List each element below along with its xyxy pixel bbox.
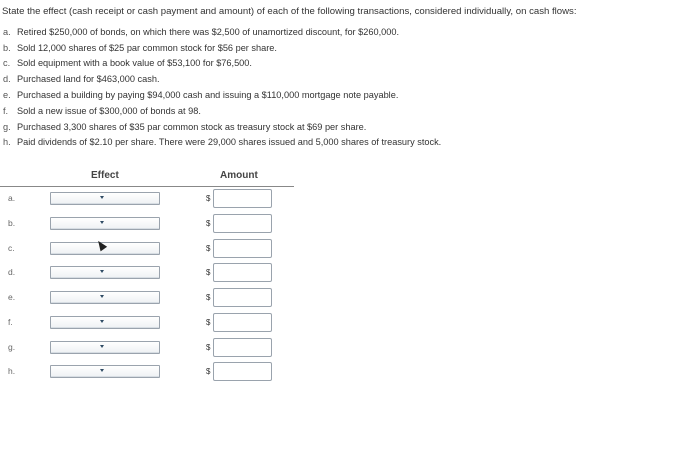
transaction-item-d <box>0 71 441 87</box>
row-letter: e. <box>8 292 16 302</box>
transaction-item-e <box>0 87 441 103</box>
transaction-text: Purchased 3,300 shares of $35 par common stock as treasury stock at $69 per share. <box>17 121 367 132</box>
answer-table-header <box>0 168 294 187</box>
effect-dropdown[interactable] <box>50 192 160 205</box>
amount-input[interactable] <box>213 189 272 208</box>
transaction-item-b <box>0 40 441 56</box>
transaction-letter: d. <box>3 74 11 85</box>
transaction-letter: a. <box>3 26 11 37</box>
transaction-item-c <box>0 56 441 72</box>
chevron-down-icon <box>100 270 104 273</box>
transaction-text: Retired $250,000 of bonds, on which there was $2,500 of unamortized discount, for $260,000. <box>17 26 400 37</box>
answer-row-b <box>0 213 294 235</box>
transaction-letter: e. <box>3 90 11 101</box>
transaction-letter: h. <box>3 137 11 148</box>
amount-column-header: Amount <box>220 170 258 181</box>
amount-input[interactable] <box>213 313 272 332</box>
transaction-item-g <box>0 119 441 135</box>
effect-dropdown[interactable] <box>50 266 160 279</box>
effect-dropdown[interactable] <box>50 341 160 354</box>
currency-symbol: $ <box>206 293 211 302</box>
effect-dropdown[interactable] <box>50 365 160 378</box>
answer-row-h <box>0 361 294 383</box>
currency-symbol: $ <box>206 219 211 228</box>
transaction-letter: c. <box>3 58 11 69</box>
effect-dropdown[interactable] <box>50 316 160 329</box>
chevron-down-icon <box>100 221 104 224</box>
answer-row-c <box>0 238 294 260</box>
amount-input[interactable] <box>213 214 272 233</box>
row-letter: c. <box>8 243 15 253</box>
row-letter: f. <box>8 317 13 327</box>
answer-row-e <box>0 287 294 309</box>
transaction-text: Sold 12,000 shares of $25 par common stock for $56 per share. <box>17 42 277 53</box>
answer-row-d <box>0 262 294 284</box>
transaction-text: Sold a new issue of $300,000 of bonds at 98. <box>17 105 201 116</box>
transaction-text: Paid dividends of $2.10 per share. There were 29,000 shares issued and 5,000 shares of treasury stock. <box>17 137 442 148</box>
row-letter: h. <box>8 366 16 376</box>
effect-dropdown[interactable] <box>50 291 160 304</box>
transaction-letter: b. <box>3 42 11 53</box>
currency-symbol: $ <box>206 244 211 253</box>
answer-row-a <box>0 188 294 210</box>
currency-symbol: $ <box>206 268 211 277</box>
chevron-down-icon <box>100 295 104 298</box>
chevron-down-icon <box>100 345 104 348</box>
transaction-item-f <box>0 103 441 119</box>
row-letter: g. <box>8 342 16 352</box>
row-letter: b. <box>8 218 16 228</box>
currency-symbol: $ <box>206 343 211 352</box>
amount-input[interactable] <box>213 239 272 258</box>
transaction-letter: f. <box>3 105 9 116</box>
transaction-letter: g. <box>3 121 11 132</box>
amount-input[interactable] <box>213 362 272 381</box>
currency-symbol: $ <box>206 367 211 376</box>
transaction-list <box>0 24 441 150</box>
chevron-down-icon <box>100 196 104 199</box>
transaction-text: Sold equipment with a book value of $53,100 for $76,500. <box>17 58 252 69</box>
transaction-text: Purchased a building by paying $94,000 cash and issuing a $110,000 mortgage note payable. <box>17 90 399 101</box>
chevron-down-icon <box>100 320 104 323</box>
transaction-text: Purchased land for $463,000 cash. <box>17 74 160 85</box>
row-letter: a. <box>8 193 16 203</box>
row-letter: d. <box>8 267 16 277</box>
effect-dropdown[interactable] <box>50 217 160 230</box>
answer-row-f <box>0 312 294 334</box>
chevron-down-icon <box>100 369 104 372</box>
effect-column-header: Effect <box>91 170 119 181</box>
answer-row-g <box>0 337 294 359</box>
transaction-item-a <box>0 24 441 40</box>
currency-symbol: $ <box>206 194 211 203</box>
amount-input[interactable] <box>213 338 272 357</box>
question-prompt: State the effect (cash receipt or cash payment and amount) of each of the following transactions, considered individually, on cash flows: <box>2 6 577 17</box>
transaction-item-h <box>0 135 441 151</box>
amount-input[interactable] <box>213 263 272 282</box>
amount-input[interactable] <box>213 288 272 307</box>
currency-symbol: $ <box>206 318 211 327</box>
